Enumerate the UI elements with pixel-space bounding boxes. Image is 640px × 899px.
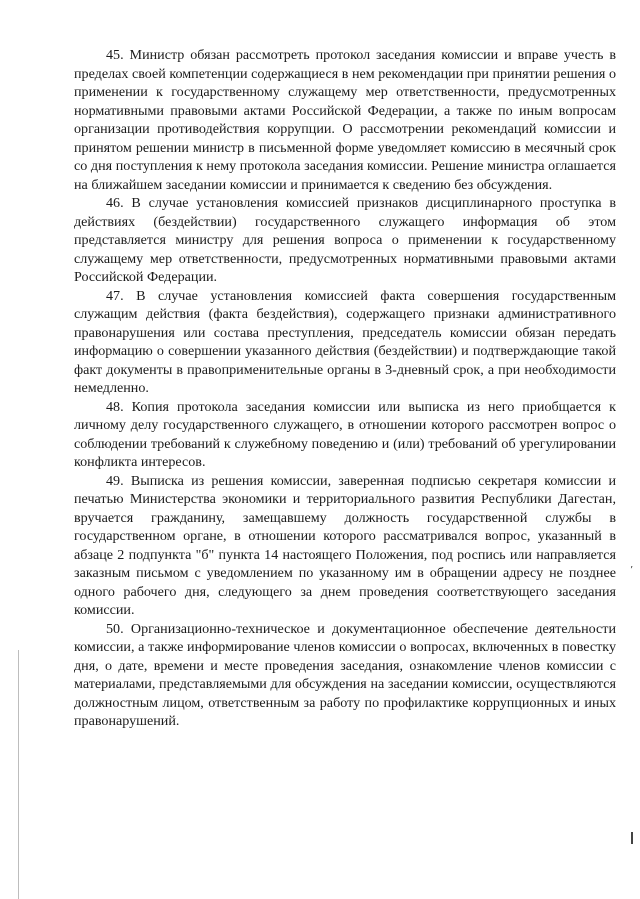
- paragraph-50: 50. Организационно-техническое и документационное обеспечение деятельности комиссии, а также информирование членов комиссии о вопросах, включенных в повестку дня, о дате, времени и месте проведения заседания, ознакомление членов комиссии с материалами, представляемыми для обсуждения на заседании комиссии, осуществляются должностным лицом, ответственным за работу по профилактике коррупционных и иных правонарушений.: [74, 620, 616, 729]
- document-body: [74, 46, 616, 731]
- scan-edge-mark: [631, 832, 633, 844]
- paragraph-47: 47. В случае установления комиссией факта совершения государственным служащим действия (факта бездействия), содержащего признаки административного правонарушения или состава преступления, председатель комиссии обязан передать информацию о совершении указанного действия (бездействии) и подтверждающие такой факт документы в правоприменительные органы в 3-дневный срок, а при необходимости немедленно.: [74, 287, 616, 396]
- paragraph-46: 46. В случае установления комиссией признаков дисциплинарного проступка в действиях (бездействии) государственного служащего информация об этом представляется министру для решения вопроса о применении к государственному служащему мер ответственности, предусмотренных нормативными правовыми актами Российской Федерации.: [74, 195, 616, 285]
- scan-speck-mark: ’: [630, 565, 634, 576]
- paragraph-45: 45. Министр обязан рассмотреть протокол заседания комиссии и вправе учесть в пределах своей компетенции содержащиеся в нем рекомендации при принятии решения о применении к государственному служащему мер ответственности, предусмотренных нормативными правовыми актами Российской Федерации, а также по иным вопросам организации противодействия коррупции. О рассмотрении рекомендаций комиссии и принятом решении министр в письменной форме уведомляет комиссию в месячный срок со дня поступления к нему протокола заседания комиссии. Решение министра оглашается на ближайшем заседании комиссии и принимается к сведению без обсуждения.: [74, 47, 616, 193]
- paragraph-49: 49. Выписка из решения комиссии, заверенная подписью секретаря комиссии и печатью Министерства экономики и территориального развития Республики Дагестан, вручается гражданину, замещавшему должность государственной службы в государственном органе, в отношении которого рассматривался вопрос, указанный в абзаце 2 подпункта "б" пункта 14 настоящего Положения, под роспись или направляется заказным письмом с уведомлением по указанному им в обращении адресу не позднее одного рабочего дня, следующего за днем проведения соответствующего заседания комиссии.: [74, 472, 616, 618]
- paragraph-48: 48. Копия протокола заседания комиссии или выписка из него приобщается к личному делу государственного служащего, в отношении которого рассмотрен вопрос о соблюдении требований к служебному поведению и (или) требований об урегулировании конфликта интересов.: [74, 398, 616, 470]
- scan-edge-line: [18, 650, 19, 899]
